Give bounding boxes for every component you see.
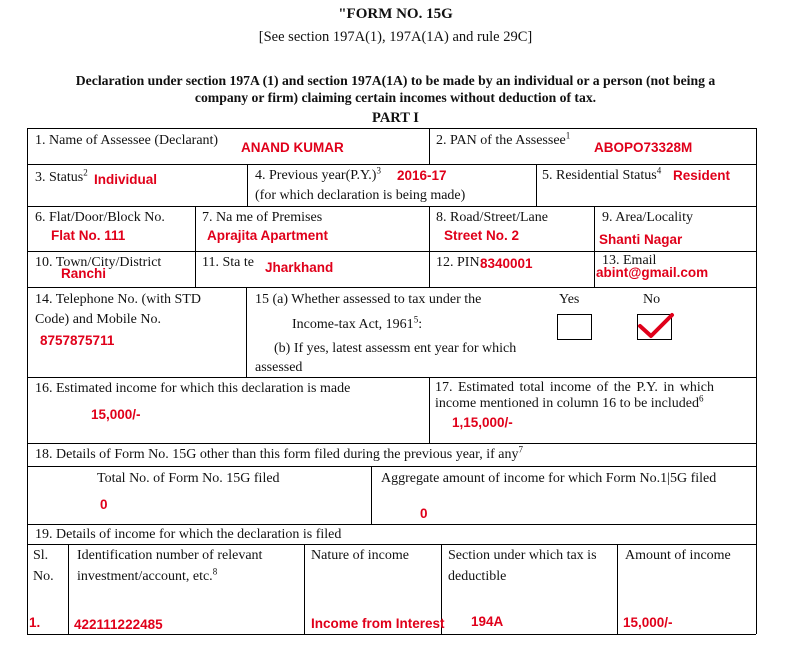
- row-nature-value[interactable]: Income from Interest: [311, 616, 445, 631]
- status-label: 3. Status$^2$: [35, 167, 88, 185]
- checkmark-icon: [634, 306, 678, 342]
- assessment-year-label-2: assessed: [255, 360, 303, 375]
- col-section-header-1: Section under which tax is: [448, 548, 597, 563]
- form-title: "FORM NO. 15G: [338, 6, 453, 22]
- assessment-year-label-1: (b) If yes, latest assessm ent year for which: [274, 341, 517, 356]
- part-heading: PART I: [372, 110, 419, 126]
- telephone-value[interactable]: 8757875711: [40, 333, 115, 348]
- total-income-label-2: income mentioned in column 16 to be included$^6$: [435, 393, 704, 411]
- flat-value[interactable]: Flat No. 111: [51, 228, 126, 243]
- premises-label: 7. Na me of Premises: [202, 210, 323, 225]
- pin-label: 12. PIN: [436, 255, 480, 270]
- town-label: 10. Town/City/District: [35, 255, 162, 270]
- yes-checkbox[interactable]: [557, 314, 592, 340]
- area-value[interactable]: Shanti Nagar: [599, 232, 683, 247]
- col-sl-header-1: Sl.: [33, 548, 49, 563]
- assessed-label-1: 15 (a) Whether assessed to tax under the: [255, 292, 482, 307]
- row-sl-value[interactable]: 1.: [29, 615, 41, 630]
- no-label: No: [643, 292, 661, 307]
- state-value[interactable]: Jharkhand: [265, 260, 334, 275]
- estimated-income-value[interactable]: 15,000/-: [91, 407, 141, 422]
- col-nature-header: Nature of income: [311, 548, 409, 563]
- total-income-label-1: 17. Estimated total income of the P.Y. in which: [435, 380, 714, 395]
- income-details-label: 19. Details of income for which the declaration is filed: [35, 527, 342, 542]
- col-amount-header: Amount of income: [625, 548, 731, 563]
- road-label: 8. Road/Street/Lane: [436, 210, 548, 225]
- col-sl-header-2: No.: [33, 569, 54, 584]
- row-section-value[interactable]: 194A: [471, 614, 504, 629]
- pin-value[interactable]: 8340001: [480, 256, 533, 271]
- pan-label: 2. PAN of the Assessee$^1$: [436, 130, 571, 148]
- state-label: 11. Sta te: [202, 255, 254, 270]
- col-section-header-2: deductible: [448, 569, 507, 584]
- telephone-label-2: Code) and Mobile No.: [35, 312, 161, 327]
- email-label: 13. Email: [602, 253, 657, 268]
- flat-label: 6. Flat/Door/Block No.: [35, 210, 165, 225]
- town-value[interactable]: Ranchi: [61, 266, 107, 281]
- assessed-label-2: Income-tax Act, 1961$^5$:: [292, 314, 423, 332]
- previous-year-label: 4. Previous $year(P.Y.)^3$: [255, 165, 381, 183]
- declaration-line-2: company or firm) claiming certain incomes without deduction of tax.: [194, 90, 597, 105]
- col-id-header-2: investment/account, etc.$^8$: [77, 566, 218, 584]
- row-amount-value[interactable]: 15,000/-: [623, 615, 673, 630]
- aggregate-income-label: Aggregate amount of income for which Form No.1|5G filed: [381, 471, 717, 486]
- total-income-value[interactable]: 1,15,000/-: [452, 415, 513, 430]
- area-label: 9. Area/Locality: [602, 210, 693, 225]
- total-forms-value[interactable]: 0: [100, 497, 108, 512]
- other-forms-label: 18. Details of Form No. 15G other than this form filed during the previous year, if any$^7$: [35, 444, 524, 462]
- total-forms-label: Total No. of Form No. 15G filed: [97, 471, 280, 486]
- row-id-value[interactable]: 422111222485: [74, 617, 163, 632]
- name-value[interactable]: ANAND KUMAR: [241, 140, 344, 155]
- previous-year-note: (for which declaration is being made): [255, 188, 466, 203]
- road-value[interactable]: Street No. 2: [444, 228, 520, 243]
- telephone-label-1: 14. Telephone No. (with STD: [35, 292, 201, 307]
- status-value[interactable]: Individual: [94, 172, 158, 187]
- residential-status-label: 5. Residential Status$^4$: [542, 165, 662, 183]
- aggregate-income-value[interactable]: 0: [420, 506, 428, 521]
- premises-value[interactable]: Aprajita Apartment: [207, 228, 329, 243]
- pan-value[interactable]: ABOPO73328M: [594, 140, 693, 155]
- residential-status-value[interactable]: Resident: [673, 168, 731, 183]
- name-label: 1. Name of Assessee (Declarant): [35, 133, 219, 148]
- form-subtitle: [See section 197A(1), 197A(1A) and rule 29C]: [258, 29, 533, 45]
- declaration-line-1: Declaration under section 197A (1) and section 197A(1A) to be made by an individual or a person (not being a: [75, 73, 716, 88]
- previous-year-value[interactable]: 2016-17: [397, 168, 447, 183]
- yes-label: Yes: [559, 292, 580, 307]
- estimated-income-label: 16. Estimated income for which this declaration is made: [35, 381, 351, 396]
- col-id-header-1: Identification number of relevant: [77, 548, 263, 563]
- email-value[interactable]: abint@gmail.com: [596, 265, 709, 280]
